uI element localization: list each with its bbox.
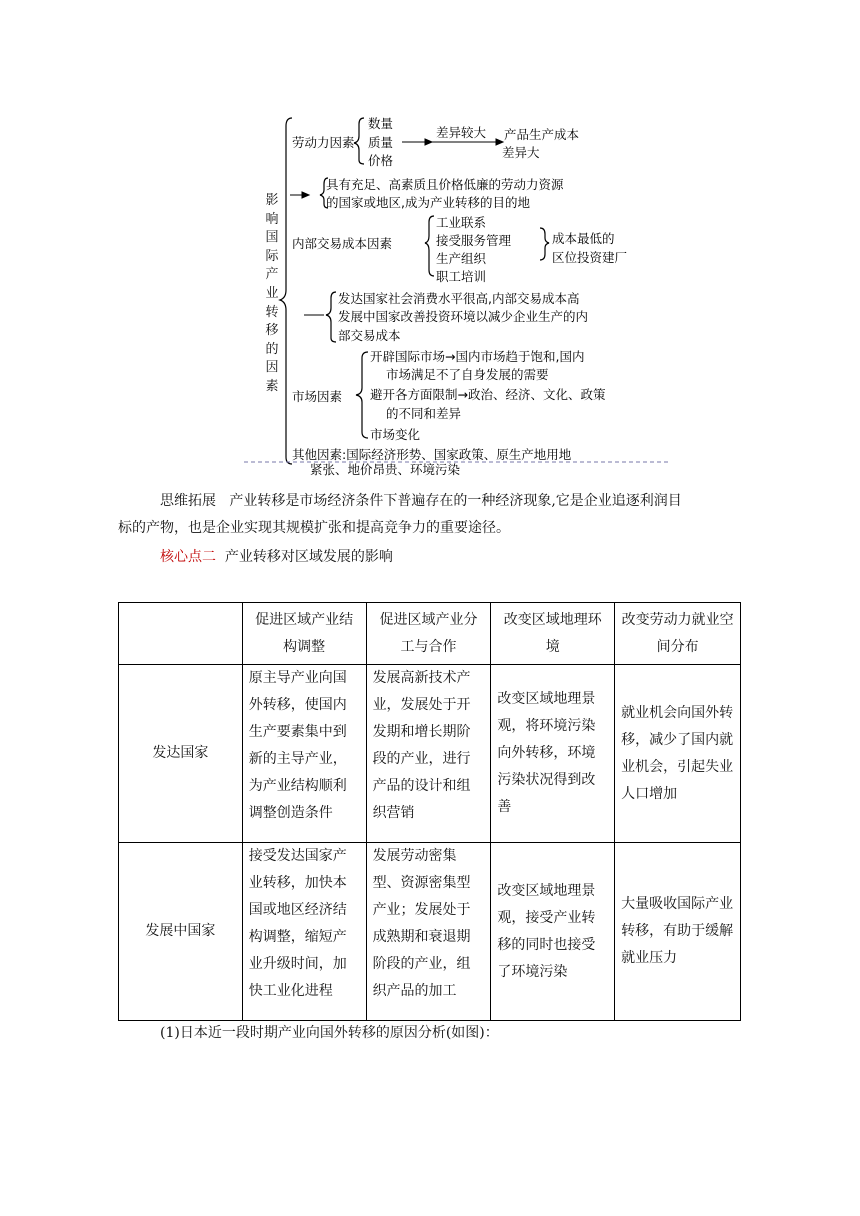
row-name: 发展中国家 [119, 843, 243, 1021]
labor-outcome: 具有充足、高素质且价格低廉的劳动力资源 [326, 177, 564, 192]
table-cell: 改变区域地理景观，接受产业转移的同时也接受了环境污染 [491, 843, 615, 1021]
japan-analysis-line: (1)日本近一段时期产业向国外转移的原因分析(如图)： [160, 1025, 499, 1041]
labor-item: 数量 [368, 116, 394, 131]
table-cell: 就业机会向国外转移，减少了国内就业机会，引起失业人口增加 [615, 665, 741, 843]
market-label: 市场因素 [292, 389, 343, 404]
internal-item: 生产组织 [436, 251, 487, 266]
table-header: 促进区域产业结构调整 [242, 603, 366, 665]
other-factors: 紧张、地价昂贵、环境污染 [310, 462, 461, 477]
root-label: 影 响 国 际 产 业 转 移 的 因 素 [265, 193, 279, 394]
market-text: 避开各方面限制→政治、经济、文化、政策 [370, 387, 606, 402]
table-row [119, 665, 741, 843]
paragraph-text: 产业转移是市场经济条件下普遍存在的一种经济现象,它是企业追逐利润目 [229, 493, 682, 509]
internal-result: 区位投资建厂 [552, 250, 628, 265]
internal-item: 职工培训 [436, 269, 487, 284]
impact-table [118, 602, 741, 1021]
dev-text: 发展中国家改善投资环境以减少企业生产的内 [338, 309, 589, 324]
dev-text: 部交易成本 [338, 328, 401, 343]
labor-outcome: 的国家或地区,成为产业转移的目的地 [326, 195, 530, 210]
factors-diagram [240, 112, 680, 477]
table-cell: 接受发达国家产业转移，加快本国或地区经济结构调整，缩短产业升级时间，加快工业化进程 [242, 843, 366, 1021]
core-point-label: 核心点二 [160, 549, 216, 565]
core-point-title: 产业转移对区域发展的影响 [224, 549, 393, 565]
labor-label: 劳动力因素 [292, 135, 355, 150]
internal-item: 接受服务管理 [436, 233, 512, 248]
labor-item: 质量 [368, 135, 394, 150]
table-cell: 改变区域地理景观，将环境污染向外转移，环境污染状况得到改善 [491, 665, 615, 843]
labor-result: 产品生产成本 [504, 127, 580, 142]
internal-item: 工业联系 [436, 215, 487, 230]
other-factors: 其他因素:国际经济形势、国家政策、原生产地用地 [292, 447, 572, 462]
labor-arrow-text: 差异较大 [436, 125, 487, 140]
internal-result: 成本最低的 [552, 231, 615, 246]
table-cell: 大量吸收国际产业转移，有助于缓解就业压力 [615, 843, 741, 1021]
market-text: 市场满足不了自身发展的需要 [386, 367, 549, 382]
table-cell: 发展劳动密集型、资源密集型产业；发展处于成熟期和衰退期阶段的产业，组织产品的加工 [366, 843, 491, 1021]
table-header: 促进区域产业分工与合作 [366, 603, 491, 665]
table-cell: 发展高新技术产业，发展处于开发期和增长期阶段的产业，进行产品的设计和组织营销 [366, 665, 491, 843]
labor-result: 差异大 [502, 145, 540, 160]
table-header [119, 603, 243, 665]
thinking-paragraph [160, 488, 750, 515]
core-point-heading [160, 546, 393, 566]
labor-item: 价格 [368, 153, 394, 168]
internal-label: 内部交易成本因素 [292, 236, 393, 251]
market-text: 开辟国际市场→国内市场趋于饱和,国内 [370, 349, 585, 364]
table-header-row [119, 603, 741, 665]
table-header: 改变劳动力就业空间分布 [615, 603, 741, 665]
table-row [119, 843, 741, 1021]
dev-text: 发达国家社会消费水平很高,内部交易成本高 [338, 291, 580, 306]
table-header: 改变区域地理环境 [491, 603, 615, 665]
table-cell: 原主导产业向国外转移，使国内生产要素集中到新的主导产业，为产业结构顺利调整创造条件 [242, 665, 366, 843]
paragraph-text-cont: 标的产物，也是企业实现其规模扩张和提高竞争力的重要途径。 [118, 520, 510, 536]
paragraph-label: 思维拓展 [160, 493, 216, 509]
row-name: 发达国家 [119, 665, 243, 843]
market-text: 市场变化 [370, 427, 421, 442]
market-text: 的不同和差异 [386, 406, 462, 421]
